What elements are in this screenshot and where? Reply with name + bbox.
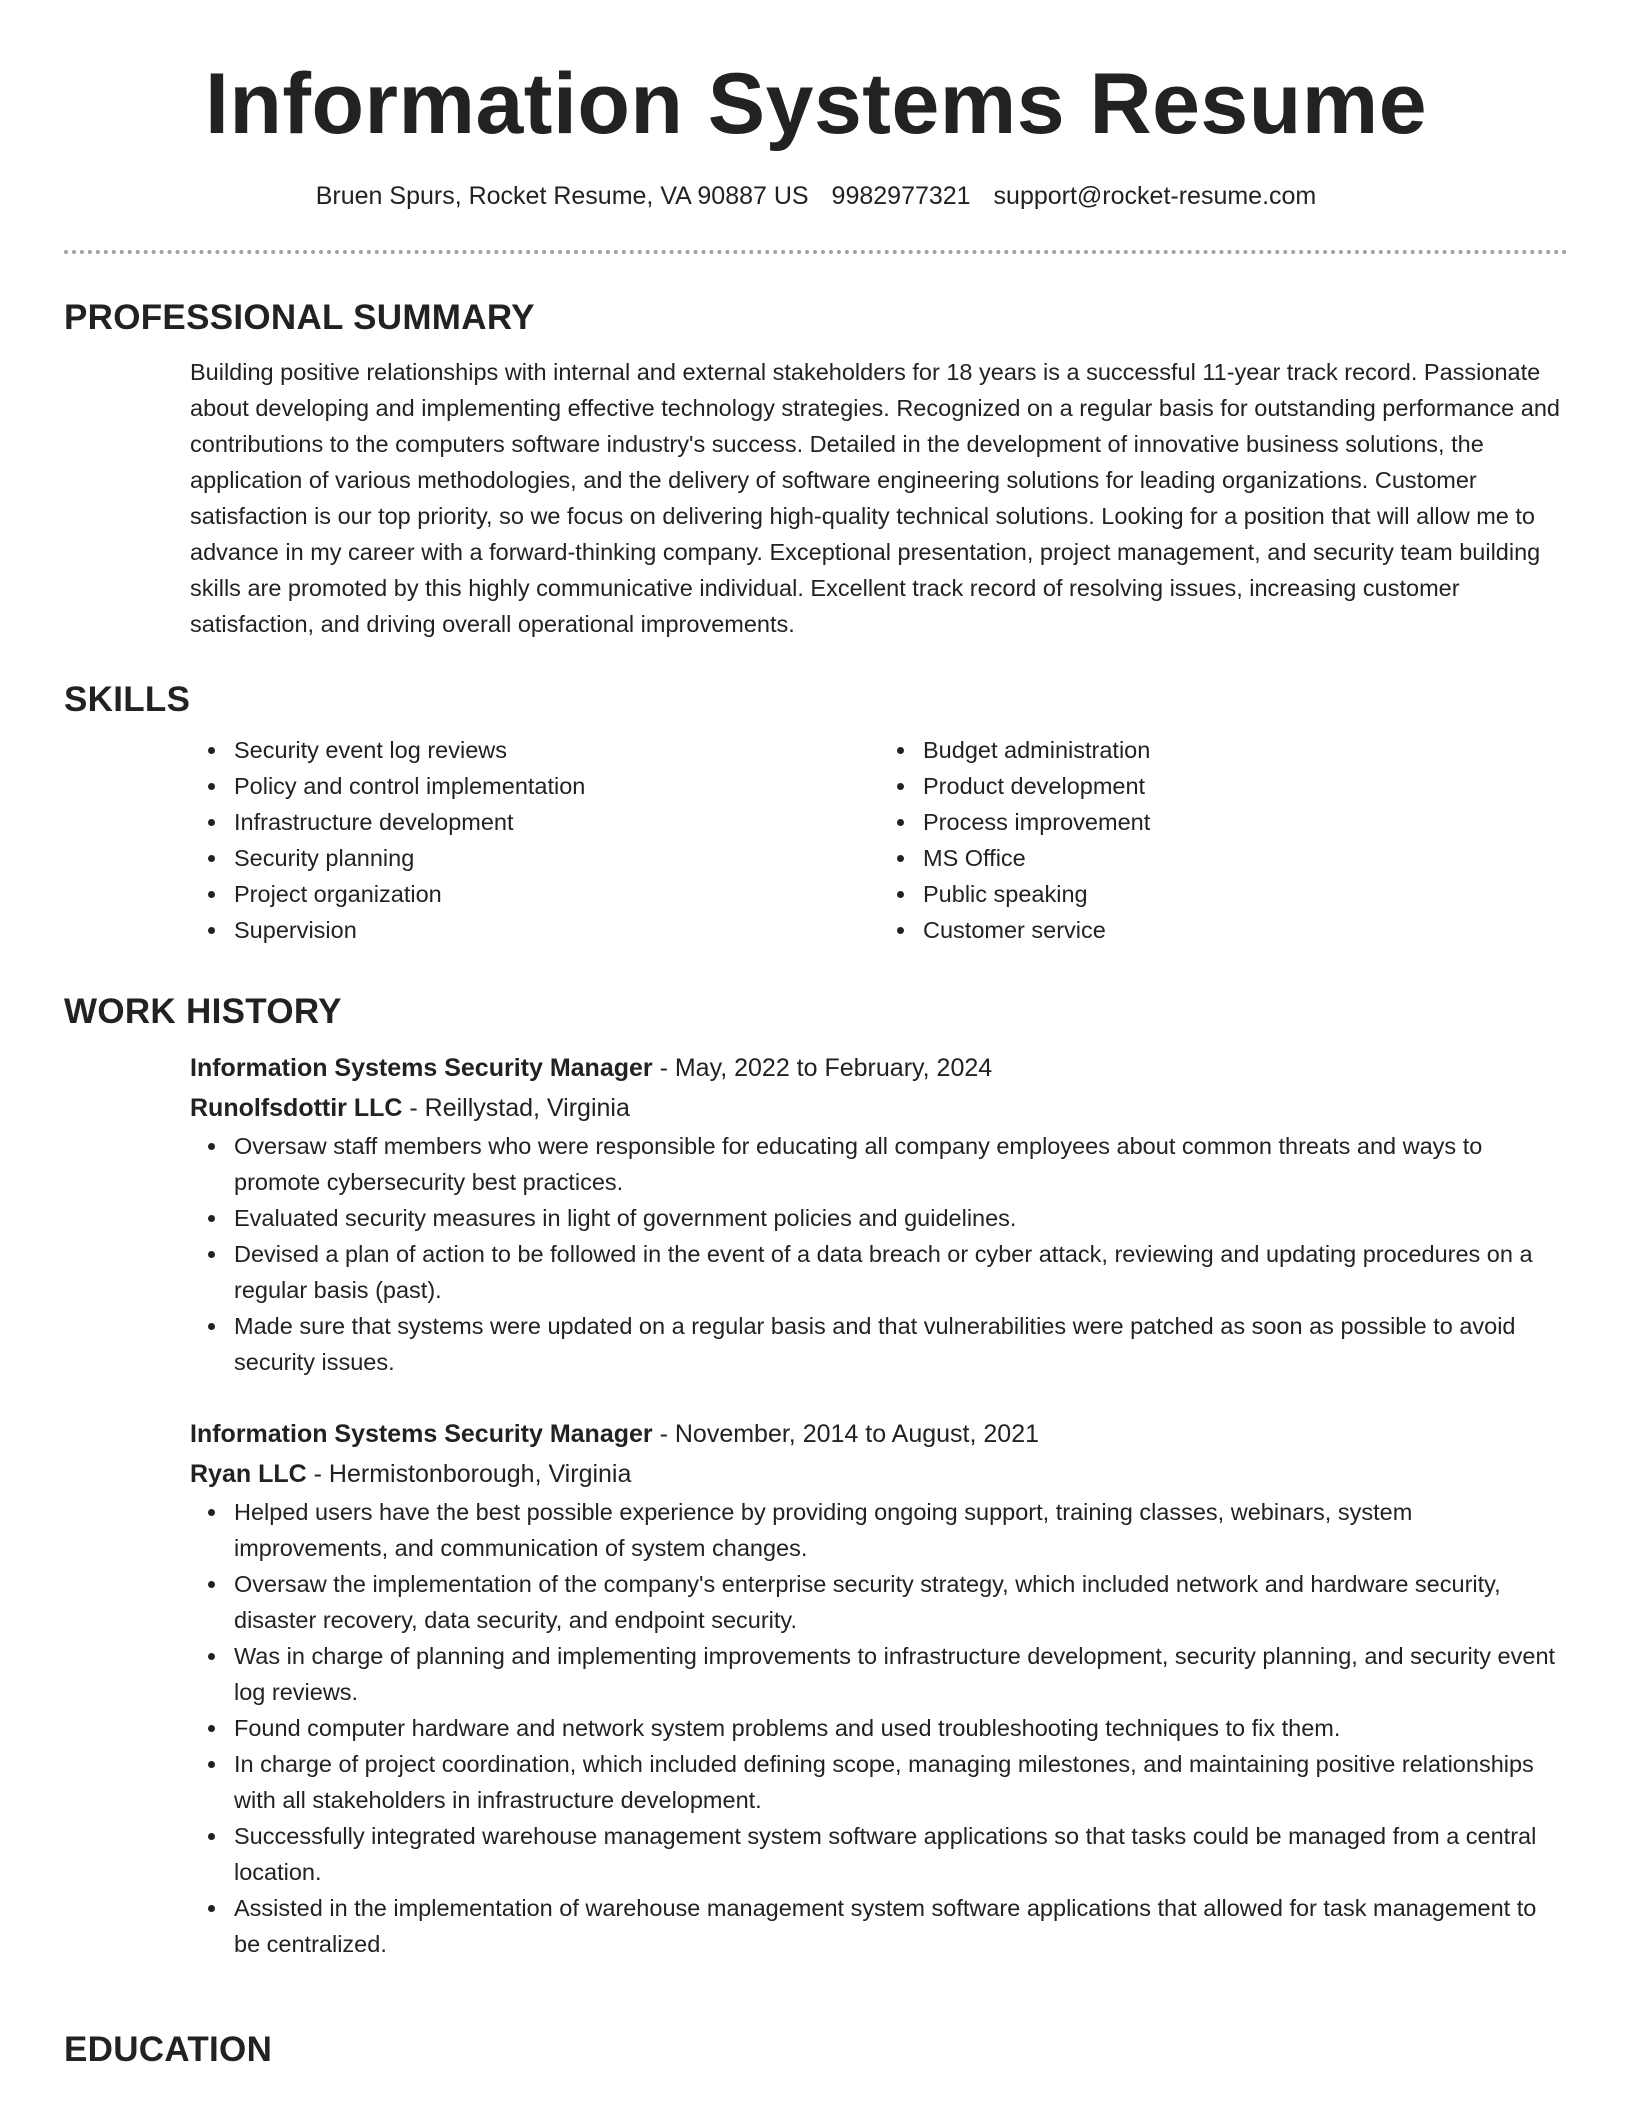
skill-item: Product development <box>923 768 1568 804</box>
skill-item: Supervision <box>234 912 879 948</box>
job-bullet: Helped users have the best possible experience by providing ongoing support, training classes, webinars, system improvements, and communication of system changes. <box>234 1494 1568 1566</box>
skill-item: Project organization <box>234 876 879 912</box>
skill-item: Infrastructure development <box>234 804 879 840</box>
job-company-line <box>190 1088 1568 1128</box>
skills-column-left <box>190 732 879 948</box>
job-bullets <box>190 1128 1568 1380</box>
job-bullet: Assisted in the implementation of warehouse management system software applications that allowed for task management to be centralized. <box>234 1890 1568 1962</box>
work-history-section <box>64 990 1568 1962</box>
skill-item: Security planning <box>234 840 879 876</box>
education-heading: EDUCATION <box>64 2030 273 2069</box>
job-bullet: Evaluated security measures in light of government policies and guidelines. <box>234 1200 1568 1236</box>
skills-column-right <box>879 732 1568 948</box>
resume-header <box>0 0 1632 212</box>
resume-title: Information Systems Resume <box>204 56 1428 152</box>
job-bullets <box>190 1494 1568 1962</box>
skills-section <box>64 678 1568 948</box>
skill-item: Customer service <box>923 912 1568 948</box>
summary-heading: PROFESSIONAL SUMMARY <box>64 298 535 337</box>
job-bullet: Found computer hardware and network system problems and used troubleshooting techniques to fix them. <box>234 1710 1568 1746</box>
job-bullet: Successfully integrated warehouse management system software applications so that tasks could be managed from a central location. <box>234 1818 1568 1890</box>
job-bullet: Devised a plan of action to be followed in the event of a data breach or cyber attack, reviewing and updating procedures on a regular basis (past). <box>234 1236 1568 1308</box>
job-dates: - May, 2022 to February, 2024 <box>652 1054 993 1082</box>
job-company-line <box>190 1454 1568 1494</box>
header-divider <box>64 250 1568 254</box>
skills-grid <box>190 732 1568 948</box>
skill-item: Public speaking <box>923 876 1568 912</box>
job-dates: - November, 2014 to August, 2021 <box>652 1420 1040 1448</box>
job-bullet: Oversaw staff members who were responsible for educating all company employees about common threats and ways to promote cybersecurity best practices. <box>234 1128 1568 1200</box>
contact-email: support@rocket-resume.com <box>993 182 1317 210</box>
summary-text: Building positive relationships with internal and external stakeholders for 18 years is a successful 11-year track record. Passionate about developing and implementing effective technology strategies. Recognized on a regular basis for outstanding performance and contributions to the computers software industry's success. Detailed in the development of innovative business solutions, the application of various methodologies, and the delivery of software engineering solutions for leading organizations. Customer satisfaction is our top priority, so we focus on delivering high-quality technical solutions. Looking for a position that will allow me to advance in my career with a forward-thinking company. Exceptional presentation, project management, and security team building skills are promoted by this highly communicative individual. Excellent track record of resolving issues, increasing customer satisfaction, and driving overall operational improvements. <box>190 359 1560 637</box>
summary-section <box>64 296 1568 642</box>
job-bullet: Was in charge of planning and implementing improvements to infrastructure development, security planning, and security event log reviews. <box>234 1638 1568 1710</box>
contact-address: Bruen Spurs, Rocket Resume, VA 90887 US <box>315 182 809 210</box>
job-role: Information Systems Security Manager <box>190 1420 653 1448</box>
work-history-heading: WORK HISTORY <box>64 992 342 1031</box>
skills-heading: SKILLS <box>64 680 191 719</box>
job-bullet: In charge of project coordination, which included defining scope, managing milestones, and maintaining positive relationships with all stakeholders in infrastructure development. <box>234 1746 1568 1818</box>
job-company: Runolfsdottir LLC <box>190 1094 403 1122</box>
job-entry <box>190 1048 1568 1380</box>
job-entry <box>190 1414 1568 1962</box>
education-section <box>64 2028 1568 2072</box>
skill-item: Process improvement <box>923 804 1568 840</box>
job-bullet: Made sure that systems were updated on a regular basis and that vulnerabilities were patched as soon as possible to avoid security issues. <box>234 1308 1568 1380</box>
job-title-line <box>190 1414 1568 1454</box>
job-location: - Hermistonborough, Virginia <box>306 1460 632 1488</box>
skills-body <box>190 732 1568 948</box>
skill-item: Policy and control implementation <box>234 768 879 804</box>
job-bullet: Oversaw the implementation of the company's enterprise security strategy, which included network and hardware security, disaster recovery, data security, and endpoint security. <box>234 1566 1568 1638</box>
skill-item: Budget administration <box>923 732 1568 768</box>
work-history-body <box>190 1048 1568 1962</box>
job-title-line <box>190 1048 1568 1088</box>
contact-line <box>0 180 1632 212</box>
job-location: - Reillystad, Virginia <box>402 1094 630 1122</box>
job-role: Information Systems Security Manager <box>190 1054 653 1082</box>
contact-phone: 9982977321 <box>831 182 971 210</box>
skill-item: MS Office <box>923 840 1568 876</box>
skill-item: Security event log reviews <box>234 732 879 768</box>
job-company: Ryan LLC <box>190 1460 307 1488</box>
